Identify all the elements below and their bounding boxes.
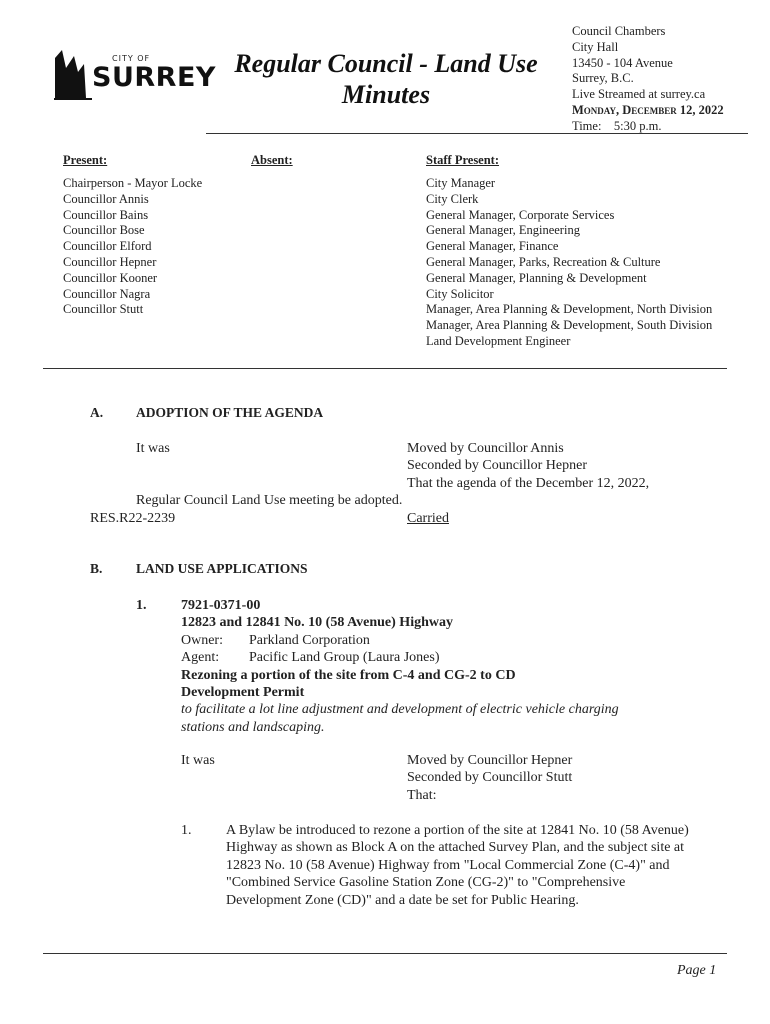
list-item: City Solicitor [426, 286, 494, 301]
item-number: 1. [136, 598, 147, 613]
meeting-address: 13450 - 104 Avenue [572, 55, 673, 70]
motion-moved: Moved by Councillor Annis [407, 441, 564, 456]
file-number: 7921-0371-00 [181, 598, 261, 613]
sub-item-line: A Bylaw be introduced to rezone a portion of the site at 12841 No. 10 (58 Avenue) [226, 823, 689, 838]
list-item: Manager, Area Planning & Development, North Division [426, 302, 713, 317]
sub-item-line: 12823 No. 10 (58 Avenue) Highway from "Local Commercial Zone (C-4)" and [226, 857, 670, 873]
sub-item-line: Highway as shown as Block A on the attached Survey Plan, and the subject site at [226, 840, 685, 856]
section-a-it-was: It was [136, 441, 170, 456]
application-item [181, 597, 701, 736]
logo-city-of: CITY OF [112, 54, 151, 63]
motion-seconded: Seconded by Councillor Hepner [407, 458, 588, 474]
agent-label: Agent: [181, 650, 220, 666]
list-item: General Manager, Parks, Recreation & Culture [426, 254, 661, 269]
section-a-letter: A. [90, 405, 104, 420]
owner-value: Parkland Corporation [249, 632, 370, 648]
rezoning-title: Rezoning a portion of the site from C-4 and CG-2 to CD [181, 667, 516, 683]
meeting-city: Surrey, B.C. [572, 71, 634, 86]
list-item: Councillor Hepner [63, 254, 157, 269]
owner-label: Owner: [181, 632, 223, 648]
site-address: 12823 and 12841 No. 10 (58 Avenue) Highway [181, 615, 453, 631]
motion-seconded: Seconded by Councillor Stutt [407, 770, 573, 786]
section-b-motion [407, 752, 572, 804]
sub-item-line: Development Zone (CD)" and a date be set for Public Hearing. [226, 892, 579, 908]
footer-rule [43, 953, 727, 954]
surrey-logo [52, 46, 216, 102]
purpose-line: stations and landscaping. [181, 719, 325, 735]
page-title: Regular Council - Land Use Minutes [234, 49, 538, 109]
section-a-heading: ADOPTION OF THE AGENDA [136, 405, 324, 420]
absent-label: Absent: [251, 153, 293, 167]
section-b-it-was: It was [181, 753, 215, 768]
page-number: Page 1 [677, 963, 717, 978]
list-item: City Manager [426, 176, 496, 190]
list-item: General Manager, Planning & Development [426, 270, 647, 285]
header-rule [206, 133, 748, 134]
motion-that: That the agenda of the December 12, 2022, [407, 475, 650, 491]
section-b-heading: LAND USE APPLICATIONS [136, 561, 308, 576]
list-item: Land Development Engineer [426, 333, 571, 348]
meeting-info [572, 24, 724, 135]
meeting-building: City Hall [572, 39, 619, 54]
owner-row [181, 632, 701, 649]
permit-title: Development Permit [181, 685, 305, 701]
agent-value: Pacific Land Group (Laura Jones) [249, 650, 440, 666]
sub-item-line: "Combined Service Gasoline Station Zone (CG-2)" to "Comprehensive [226, 875, 626, 891]
meeting-stream: Live Streamed at surrey.ca [572, 87, 706, 102]
attendance-rule [43, 368, 727, 369]
logo-surrey: SURREY [92, 62, 216, 93]
motion-that: That: [407, 787, 437, 803]
present-list [63, 176, 202, 318]
list-item: City Clerk [426, 191, 479, 206]
list-item: Councillor Elford [63, 239, 152, 254]
list-item: General Manager, Finance [426, 239, 559, 254]
present-label: Present: [63, 153, 108, 167]
meeting-location: Council Chambers [572, 24, 666, 38]
list-item: Councillor Kooner [63, 270, 158, 285]
sub-item-text [226, 822, 726, 909]
list-item: General Manager, Corporate Services [426, 207, 615, 222]
section-a-motion [407, 440, 649, 492]
list-item: Chairperson - Mayor Locke [63, 176, 203, 190]
meeting-time: Time: 5:30 p.m. [572, 118, 662, 133]
section-b-letter: B. [90, 561, 103, 576]
resolution-number: RES.R22-2239 [90, 511, 176, 526]
meeting-date: Monday, December 12, 2022 [572, 102, 724, 117]
list-item: Councillor Stutt [63, 302, 144, 317]
motion-moved: Moved by Councillor Hepner [407, 753, 573, 768]
motion-continuation: Regular Council Land Use meeting be adopted. [136, 493, 403, 508]
staff-list [426, 176, 712, 350]
list-item: General Manager, Engineering [426, 223, 580, 238]
sub-item-number: 1. [181, 823, 192, 838]
agent-row [181, 649, 701, 666]
list-item: Councillor Nagra [63, 286, 151, 301]
staff-label: Staff Present: [426, 153, 500, 167]
motion-result: Carried [407, 511, 449, 526]
list-item: Manager, Area Planning & Development, South Division [426, 318, 713, 333]
list-item: Councillor Annis [63, 191, 149, 206]
list-item: Councillor Bose [63, 223, 145, 238]
purpose-line: to facilitate a lot line adjustment and development of electric vehicle charging [181, 702, 619, 718]
list-item: Councillor Bains [63, 207, 149, 222]
